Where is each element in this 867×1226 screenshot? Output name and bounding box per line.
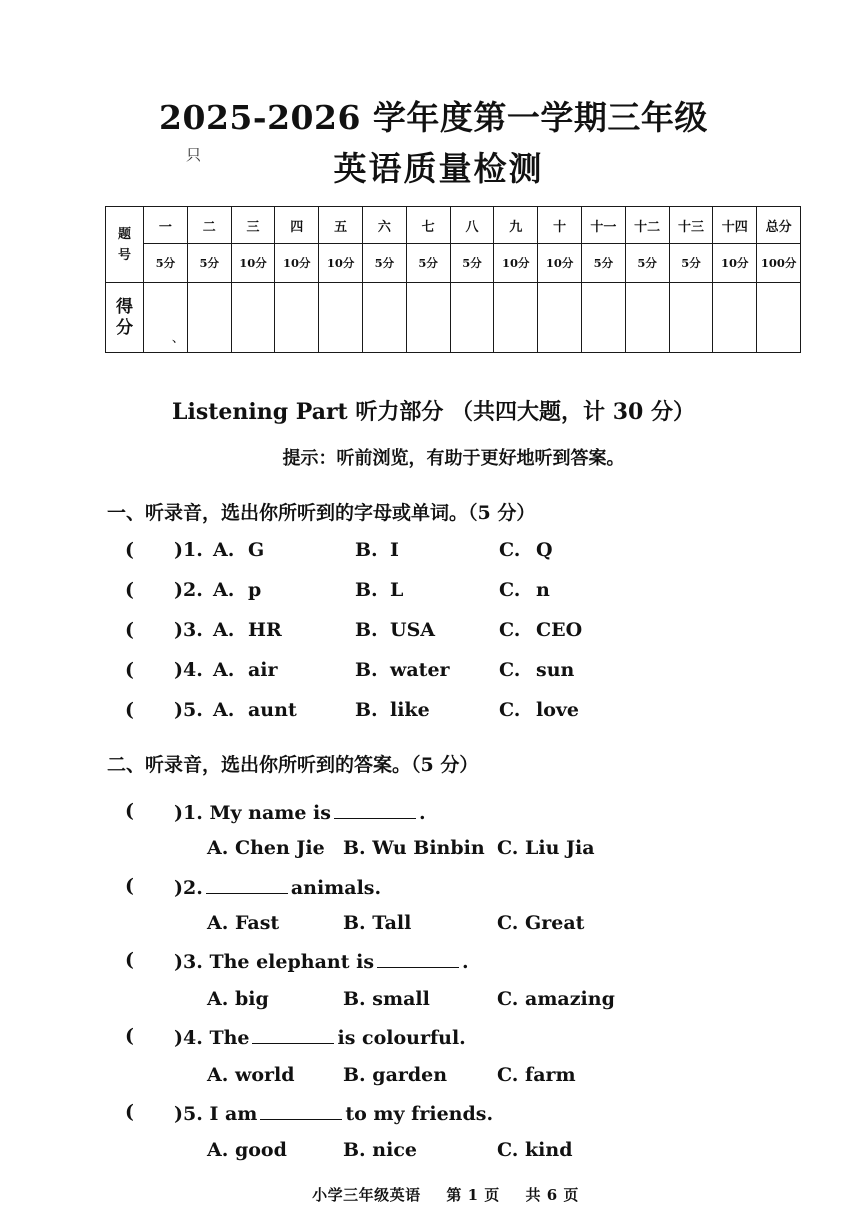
option-b: B. small xyxy=(343,988,430,1010)
option-c-label: C. xyxy=(499,659,521,681)
stem-pre: )3. The elephant is xyxy=(174,951,375,973)
answer-blank[interactable] xyxy=(334,800,416,819)
part2-item-3-options xyxy=(0,988,867,1016)
points-cell: 10分 xyxy=(319,244,363,283)
option-a: A. good xyxy=(207,1139,287,1161)
option-a-label: A. xyxy=(213,539,235,561)
option-c-text: sun xyxy=(536,659,575,681)
question-stem xyxy=(174,1101,493,1125)
col-header: 十四 xyxy=(713,207,757,244)
option-b-text: water xyxy=(390,659,450,681)
option-a-label: A. xyxy=(213,659,235,681)
option-b: B. Wu Binbin xyxy=(343,837,485,859)
score-cell[interactable] xyxy=(144,283,188,353)
score-cell[interactable] xyxy=(625,283,669,353)
option-b-label: B. xyxy=(355,699,378,721)
score-cell[interactable] xyxy=(319,283,363,353)
option-c: C. Great xyxy=(497,912,585,934)
points-cell: 10分 xyxy=(231,244,275,283)
option-c: C. kind xyxy=(497,1139,573,1161)
footer-page-number: 第 1 页 xyxy=(446,1186,500,1204)
col-header: 八 xyxy=(450,207,494,244)
points-cell: 10分 xyxy=(494,244,538,283)
option-b: B. nice xyxy=(343,1139,417,1161)
score-table xyxy=(105,206,801,353)
col-header: 七 xyxy=(406,207,450,244)
option-b: B. Tall xyxy=(343,912,412,934)
score-table-header-row xyxy=(106,207,801,244)
question-number: )3. xyxy=(174,619,203,641)
col-header: 六 xyxy=(362,207,406,244)
points-cell: 5分 xyxy=(625,244,669,283)
answer-paren[interactable]: ( xyxy=(125,1025,134,1047)
stem-pre: )4. The xyxy=(174,1027,250,1049)
footer-page-total: 共 6 页 xyxy=(525,1186,579,1204)
option-c-label: C. xyxy=(499,539,521,561)
part2-item-3-stem xyxy=(0,949,867,977)
part2-item-1-options xyxy=(0,837,867,865)
stem-post: is colourful. xyxy=(337,1027,466,1049)
option-a-text: aunt xyxy=(248,699,297,721)
points-cell: 5分 xyxy=(581,244,625,283)
part1-item-1 xyxy=(0,539,867,567)
part2-item-2-options xyxy=(0,912,867,940)
option-c-label: C. xyxy=(499,699,521,721)
option-a-text: p xyxy=(248,579,262,601)
part2-item-4-options xyxy=(0,1064,867,1092)
option-b-text: I xyxy=(390,539,399,561)
points-cell: 10分 xyxy=(538,244,582,283)
stem-pre: )1. My name is xyxy=(174,802,331,824)
points-cell: 5分 xyxy=(669,244,713,283)
exam-title-line2: 英语质量检测 xyxy=(333,149,544,188)
score-cell[interactable] xyxy=(187,283,231,353)
score-cell-total[interactable] xyxy=(757,283,801,353)
part2-item-1-stem xyxy=(0,800,867,828)
option-b-label: B. xyxy=(355,579,378,601)
score-cell[interactable] xyxy=(362,283,406,353)
score-cell[interactable] xyxy=(275,283,319,353)
page-footer xyxy=(0,1184,867,1205)
col-header-total: 总分 xyxy=(757,207,801,244)
option-c-text: love xyxy=(536,699,580,721)
stem-post: to my friends. xyxy=(345,1103,494,1125)
col-header: 十一 xyxy=(581,207,625,244)
part1-item-5 xyxy=(0,699,867,727)
option-b-label: B. xyxy=(355,619,378,641)
answer-paren[interactable]: ( xyxy=(125,800,134,822)
part2-item-5-stem xyxy=(0,1101,867,1129)
option-a-text: HR xyxy=(248,619,282,641)
option-a: A. Fast xyxy=(207,912,280,934)
col-header: 四 xyxy=(275,207,319,244)
points-cell: 5分 xyxy=(187,244,231,283)
question-number-label-text: 题号 xyxy=(117,226,131,263)
answer-paren[interactable]: ( xyxy=(125,579,134,601)
option-b: B. garden xyxy=(343,1064,448,1086)
option-a-text: air xyxy=(248,659,278,681)
score-label xyxy=(106,283,144,353)
question-number-label xyxy=(106,207,144,283)
points-cell: 10分 xyxy=(713,244,757,283)
option-c: C. farm xyxy=(497,1064,576,1086)
option-b-text: like xyxy=(390,699,430,721)
score-cell[interactable] xyxy=(494,283,538,353)
col-header: 三 xyxy=(231,207,275,244)
question-stem xyxy=(174,1025,466,1049)
option-c-label: C. xyxy=(499,579,521,601)
option-a: A. world xyxy=(207,1064,295,1086)
col-header: 十二 xyxy=(625,207,669,244)
col-header: 一 xyxy=(144,207,188,244)
stem-pre: )5. I am xyxy=(174,1103,258,1125)
score-cell-mark: 、 xyxy=(171,331,185,346)
col-header: 十 xyxy=(538,207,582,244)
option-c: C. Liu Jia xyxy=(497,837,595,859)
part2-heading: 二、听录音，选出你所听到的答案。（5 分） xyxy=(107,754,479,776)
stem-post: . xyxy=(418,802,426,824)
answer-blank[interactable] xyxy=(252,1025,334,1044)
answer-blank[interactable] xyxy=(260,1101,342,1120)
option-c: C. amazing xyxy=(497,988,615,1010)
exam-title-line1: 2025-2026 学年度第一学期三年级 xyxy=(159,98,708,137)
option-b-text: L xyxy=(390,579,404,601)
part2-item-4-stem xyxy=(0,1025,867,1053)
option-a-label: A. xyxy=(213,699,235,721)
score-cell[interactable] xyxy=(450,283,494,353)
score-cell[interactable] xyxy=(669,283,713,353)
points-row xyxy=(106,244,801,283)
question-number: )4. xyxy=(174,659,203,681)
answer-blank[interactable] xyxy=(206,875,288,894)
col-header: 二 xyxy=(187,207,231,244)
option-a-text: G xyxy=(248,539,265,561)
option-a: A. Chen Jie xyxy=(207,837,325,859)
points-cell: 5分 xyxy=(406,244,450,283)
points-cell: 5分 xyxy=(450,244,494,283)
question-stem xyxy=(174,949,469,973)
answer-paren[interactable]: ( xyxy=(125,1101,134,1123)
col-header: 十三 xyxy=(669,207,713,244)
points-cell-total: 100分 xyxy=(757,244,801,283)
points-cell: 10分 xyxy=(275,244,319,283)
option-c-text: Q xyxy=(536,539,553,561)
part1-heading: 一、听录音，选出你所听到的字母或单词。（5 分） xyxy=(107,502,536,524)
part2-item-2-stem xyxy=(0,875,867,903)
score-label-text: 得分 xyxy=(116,296,133,338)
listening-section-title: Listening Part 听力部分 （共四大题，计 30 分） xyxy=(172,399,695,425)
stray-mark: 只 xyxy=(186,146,202,164)
option-a-label: A. xyxy=(213,619,235,641)
stem-post: animals. xyxy=(290,877,382,899)
part2-item-5-options xyxy=(0,1139,867,1167)
score-row xyxy=(106,283,801,353)
part1-item-4 xyxy=(0,659,867,687)
option-c-text: CEO xyxy=(536,619,583,641)
option-b-text: USA xyxy=(390,619,436,641)
score-cell[interactable] xyxy=(231,283,275,353)
option-c-text: n xyxy=(536,579,550,601)
stem-pre: )2. xyxy=(174,877,203,899)
footer-subject: 小学三年级英语 xyxy=(312,1186,421,1204)
option-b-label: B. xyxy=(355,659,378,681)
question-stem xyxy=(174,800,426,824)
question-stem xyxy=(174,875,381,899)
answer-paren[interactable]: ( xyxy=(125,949,134,971)
option-a-label: A. xyxy=(213,579,235,601)
part1-item-3 xyxy=(0,619,867,647)
col-header: 五 xyxy=(319,207,363,244)
question-number: )1. xyxy=(174,539,203,561)
option-b-label: B. xyxy=(355,539,378,561)
option-a: A. big xyxy=(207,988,269,1010)
score-cell[interactable] xyxy=(713,283,757,353)
listening-hint: 提示：听前浏览，有助于更好地听到答案。 xyxy=(282,448,625,469)
score-cell[interactable] xyxy=(538,283,582,353)
answer-paren[interactable]: ( xyxy=(125,875,134,897)
answer-paren[interactable]: ( xyxy=(125,699,134,721)
stem-post: . xyxy=(462,951,469,973)
points-cell: 5分 xyxy=(144,244,188,283)
answer-paren[interactable]: ( xyxy=(125,619,134,641)
question-number: )2. xyxy=(174,579,203,601)
points-cell: 5分 xyxy=(362,244,406,283)
answer-blank[interactable] xyxy=(377,949,459,968)
col-header: 九 xyxy=(494,207,538,244)
option-c-label: C. xyxy=(499,619,521,641)
answer-paren[interactable]: ( xyxy=(125,659,134,681)
answer-paren[interactable]: ( xyxy=(125,539,134,561)
question-number: )5. xyxy=(174,699,203,721)
score-cell[interactable] xyxy=(581,283,625,353)
score-cell[interactable] xyxy=(406,283,450,353)
part1-item-2 xyxy=(0,579,867,607)
